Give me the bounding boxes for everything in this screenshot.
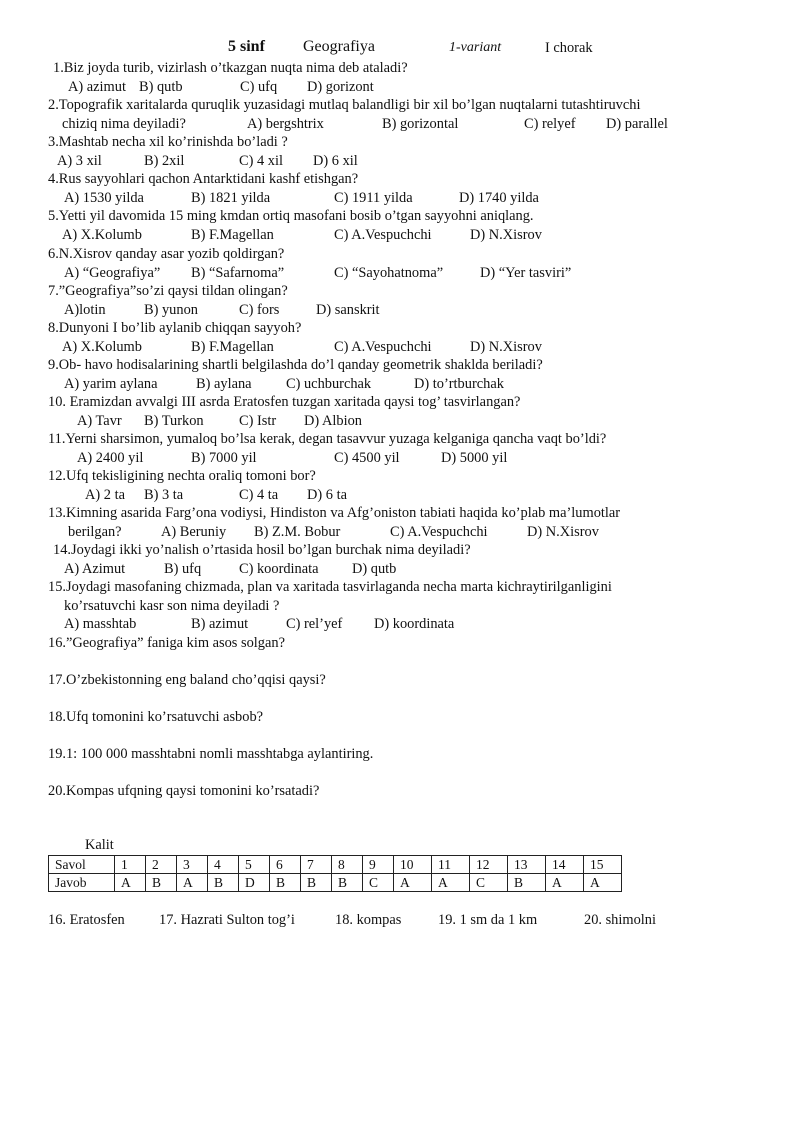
q12-option-a: A) 2 ta bbox=[85, 487, 125, 503]
key-number: 5 bbox=[239, 856, 270, 874]
question-9: 9.Ob- havo hodisalarining shartli belgilashda do’l qanday geometrik shaklda beriladi? bbox=[48, 357, 543, 373]
question-14: 14.Joydagi ikki yo’nalish o’rtasida hosil bo’lgan burchak nima deyiladi? bbox=[53, 542, 471, 558]
question-18: 18.Ufq tomonini ko’rsatuvchi asbob? bbox=[48, 709, 264, 725]
q3-option-c: C) 4 xil bbox=[239, 153, 283, 169]
grade-label: 5 sinf bbox=[228, 38, 265, 55]
q11-option-d: D) 5000 yil bbox=[441, 450, 508, 466]
variant-label: 1-variant bbox=[449, 40, 502, 55]
answer-17: 17. Hazrati Sulton tog’i bbox=[159, 912, 295, 928]
key-answer: B bbox=[270, 874, 301, 892]
key-answer: C bbox=[470, 874, 508, 892]
q2-option-d: D) parallel bbox=[606, 116, 668, 132]
q14-option-a: A) Azimut bbox=[64, 561, 126, 577]
key-number: 7 bbox=[301, 856, 332, 874]
q1-option-a: A) azimut bbox=[68, 79, 126, 95]
key-number: 4 bbox=[208, 856, 239, 874]
question-11: 11.Yerni sharsimon, yumaloq bo’lsa kerak, degan tasavvur yuzaga kelganiga qancha vaqt bo’ldi? bbox=[48, 431, 607, 447]
q3-option-d: D) 6 xil bbox=[313, 153, 358, 169]
question-row-label: Savol bbox=[49, 856, 115, 874]
question-10: 10. Eramizdan avvalgi III asrda Eratosfen tuzgan xaritada qaysi tog’ tasvirlangan? bbox=[48, 394, 521, 410]
answer-key-title: Kalit bbox=[85, 837, 114, 853]
key-number: 13 bbox=[508, 856, 546, 874]
q2-continuation: chiziq nima deyiladi? bbox=[62, 116, 186, 132]
q13-continuation: berilgan? bbox=[68, 524, 122, 540]
q1-option-c: C) ufq bbox=[240, 79, 278, 95]
question-20: 20.Kompas ufqning qaysi tomonini ko’rsatadi? bbox=[48, 783, 320, 799]
question-5: 5.Yetti yil davomida 15 ming kmdan ortiq masofani bosib o’tgan sayyohni aniqlang. bbox=[48, 208, 534, 224]
key-answer: B bbox=[332, 874, 363, 892]
question-4: 4.Rus sayyohlari qachon Antarktidani kashf etishgan? bbox=[48, 171, 359, 187]
q9-option-b: B) aylana bbox=[196, 376, 252, 392]
question-19: 19.1: 100 000 masshtabni nomli masshtabga aylantiring. bbox=[48, 746, 374, 762]
q12-option-d: D) 6 ta bbox=[307, 487, 347, 503]
q5-option-d: D) N.Xisrov bbox=[470, 227, 542, 243]
q2-option-b: B) gorizontal bbox=[382, 116, 459, 132]
q13-option-c: C) A.Vespuchchi bbox=[390, 524, 488, 540]
key-answer: A bbox=[432, 874, 470, 892]
q7-option-a: A)lotin bbox=[64, 302, 106, 318]
q14-option-d: D) qutb bbox=[352, 561, 397, 577]
answer-16: 16. Eratosfen bbox=[48, 912, 125, 928]
key-number: 1 bbox=[115, 856, 146, 874]
written-answers bbox=[0, 912, 800, 932]
q9-option-c: C) uchburchak bbox=[286, 376, 372, 392]
q7-option-d: D) sanskrit bbox=[316, 302, 380, 318]
question-8: 8.Dunyoni I bo’lib aylanib chiqqan sayyoh? bbox=[48, 320, 302, 336]
question-15: 15.Joydagi masofaning chizmada, plan va xaritada tasvirlaganda necha marta kichraytirilganligini bbox=[48, 579, 612, 595]
key-number: 9 bbox=[363, 856, 394, 874]
key-number: 11 bbox=[432, 856, 470, 874]
q15-option-b: B) azimut bbox=[191, 616, 249, 632]
answer-key-question-row bbox=[49, 856, 622, 874]
q11-option-c: C) 4500 yil bbox=[334, 450, 400, 466]
key-number: 6 bbox=[270, 856, 301, 874]
question-3: 3.Mashtab necha xil ko’rinishda bo’ladi ? bbox=[48, 134, 288, 150]
key-number: 8 bbox=[332, 856, 363, 874]
key-number: 12 bbox=[470, 856, 508, 874]
question-1: 1.Biz joyda turib, vizirlash o’tkazgan nuqta nima deb ataladi? bbox=[53, 60, 408, 76]
question-7: 7.”Geografiya”so’zi qaysi tildan olingan? bbox=[48, 283, 288, 299]
question-16: 16.”Geografiya” faniga kim asos solgan? bbox=[48, 635, 285, 651]
key-answer: A bbox=[394, 874, 432, 892]
question-2: 2.Topografik xaritalarda quruqlik yuzasidagi mutlaq balandligi bir xil bo’lgan nuqtalarni tutashtiruvchi bbox=[48, 97, 641, 113]
q11-option-a: A) 2400 yil bbox=[77, 450, 144, 466]
q5-option-a: A) X.Kolumb bbox=[62, 227, 142, 243]
key-number: 2 bbox=[146, 856, 177, 874]
key-answer: B bbox=[301, 874, 332, 892]
question-6: 6.N.Xisrov qanday asar yozib qoldirgan? bbox=[48, 246, 285, 262]
key-answer: B bbox=[508, 874, 546, 892]
q6-option-a: A) “Geografiya” bbox=[64, 265, 161, 281]
key-answer: A bbox=[584, 874, 622, 892]
answer-18: 18. kompas bbox=[335, 912, 402, 928]
q15-option-c: C) rel’yef bbox=[286, 616, 343, 632]
answer-20: 20. shimolni bbox=[584, 912, 656, 928]
key-answer: A bbox=[115, 874, 146, 892]
key-answer: D bbox=[239, 874, 270, 892]
q6-option-d: D) “Yer tasviri” bbox=[480, 265, 572, 281]
q4-option-d: D) 1740 yilda bbox=[459, 190, 539, 206]
quarter-label: I chorak bbox=[545, 40, 593, 56]
question-15-continuation: ko’rsatuvchi kasr son nima deyiladi ? bbox=[64, 598, 280, 614]
answer-row-label: Javob bbox=[49, 874, 115, 892]
test-header bbox=[0, 38, 800, 58]
q4-option-b: B) 1821 yilda bbox=[191, 190, 271, 206]
q14-option-c: C) koordinata bbox=[239, 561, 319, 577]
key-answer: A bbox=[177, 874, 208, 892]
key-number: 10 bbox=[394, 856, 432, 874]
key-answer: B bbox=[208, 874, 239, 892]
answer-key-table bbox=[48, 855, 622, 892]
q6-option-b: B) “Safarnoma” bbox=[191, 265, 285, 281]
q8-option-a: A) X.Kolumb bbox=[62, 339, 142, 355]
q13-option-d: D) N.Xisrov bbox=[527, 524, 599, 540]
q9-option-a: A) yarim aylana bbox=[64, 376, 158, 392]
q13-option-b: B) Z.M. Bobur bbox=[254, 524, 341, 540]
q3-option-a: A) 3 xil bbox=[57, 153, 102, 169]
q5-option-b: B) F.Magellan bbox=[191, 227, 274, 243]
q6-option-c: C) “Sayohatnoma” bbox=[334, 265, 444, 281]
key-number: 3 bbox=[177, 856, 208, 874]
q7-option-b: B) yunon bbox=[144, 302, 198, 318]
key-number: 15 bbox=[584, 856, 622, 874]
question-17: 17.O’zbekistonning eng baland cho’qqisi qaysi? bbox=[48, 672, 326, 688]
q9-option-d: D) to’rtburchak bbox=[414, 376, 504, 392]
answer-key-answer-row bbox=[49, 874, 622, 892]
q14-option-b: B) ufq bbox=[164, 561, 202, 577]
q8-option-c: C) A.Vespuchchi bbox=[334, 339, 432, 355]
q2-option-c: C) relyef bbox=[524, 116, 576, 132]
key-number: 14 bbox=[546, 856, 584, 874]
q8-option-b: B) F.Magellan bbox=[191, 339, 274, 355]
answer-19: 19. 1 sm da 1 km bbox=[438, 912, 538, 928]
q7-option-c: C) fors bbox=[239, 302, 280, 318]
q1-option-d: D) gorizont bbox=[307, 79, 374, 95]
q3-option-b: B) 2xil bbox=[144, 153, 185, 169]
q5-option-c: C) A.Vespuchchi bbox=[334, 227, 432, 243]
q11-option-b: B) 7000 yil bbox=[191, 450, 257, 466]
key-answer: C bbox=[363, 874, 394, 892]
q15-option-d: D) koordinata bbox=[374, 616, 455, 632]
q4-option-a: A) 1530 yilda bbox=[64, 190, 144, 206]
q13-option-a: A) Beruniy bbox=[161, 524, 227, 540]
question-12: 12.Ufq tekisligining nechta oraliq tomoni bor? bbox=[48, 468, 316, 484]
subject-label: Geografiya bbox=[303, 38, 375, 55]
q15-option-a: A) masshtab bbox=[64, 616, 137, 632]
q8-option-d: D) N.Xisrov bbox=[470, 339, 542, 355]
q1-option-b: B) qutb bbox=[139, 79, 183, 95]
key-answer: B bbox=[146, 874, 177, 892]
q10-option-c: C) Istr bbox=[239, 413, 277, 429]
q12-option-c: C) 4 ta bbox=[239, 487, 279, 503]
q2-option-a: A) bergshtrix bbox=[247, 116, 324, 132]
q10-option-b: B) Turkon bbox=[144, 413, 204, 429]
q12-option-b: B) 3 ta bbox=[144, 487, 184, 503]
question-13: 13.Kimning asarida Farg’ona vodiysi, Hindiston va Afg’oniston tabiati haqida ko’plab ma’lumotlar bbox=[48, 505, 621, 521]
q10-option-a: A) Tavr bbox=[77, 413, 122, 429]
q10-option-d: D) Albion bbox=[304, 413, 362, 429]
q4-option-c: C) 1911 yilda bbox=[334, 190, 413, 206]
key-answer: A bbox=[546, 874, 584, 892]
